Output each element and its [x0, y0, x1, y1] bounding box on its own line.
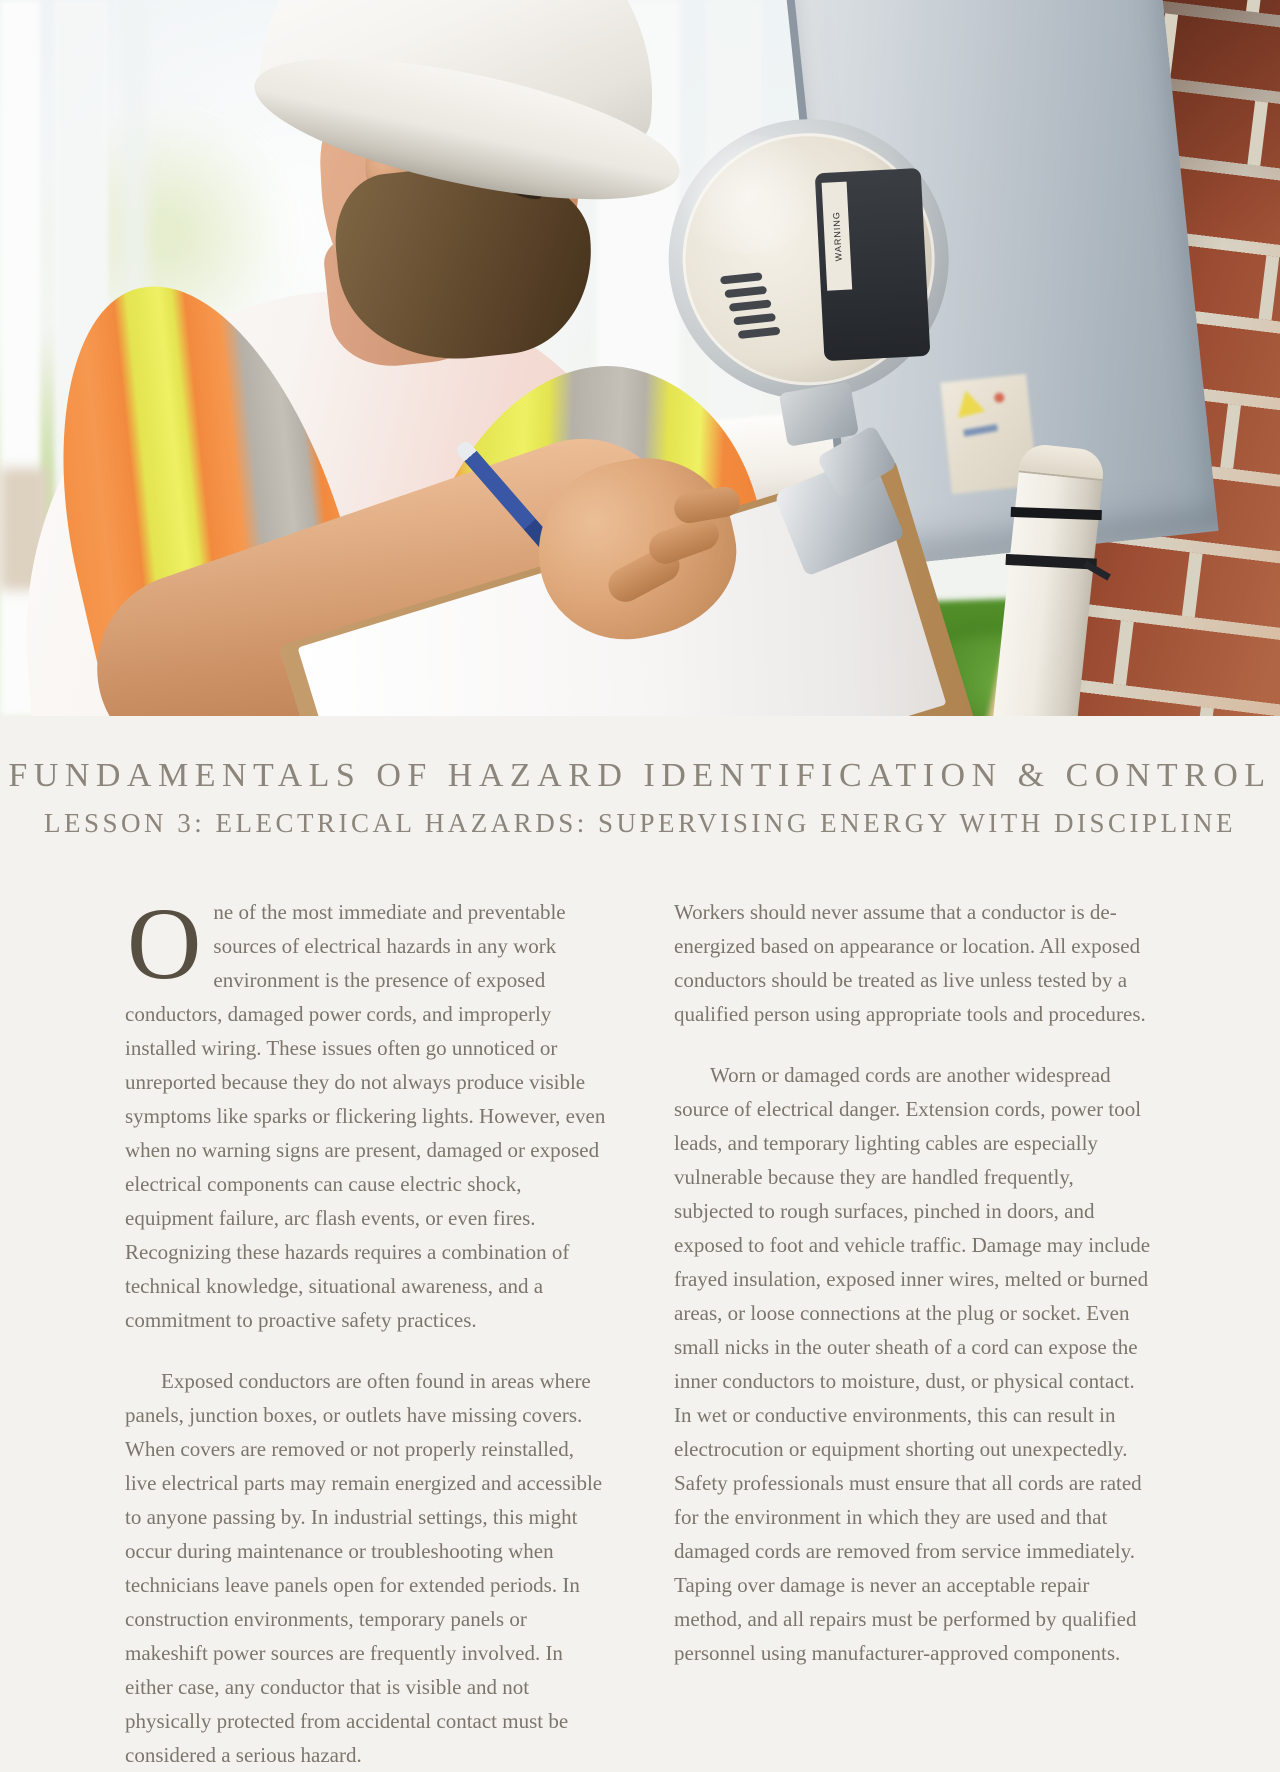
left-column [125, 887, 606, 1772]
mortar-joint [1220, 404, 1241, 469]
paragraph-left-2 [125, 1364, 606, 1772]
lesson-content [0, 716, 1280, 1772]
mortar-joint [1247, 101, 1268, 166]
paragraph-right-1 [674, 895, 1155, 1031]
mortar-joint [1182, 552, 1203, 617]
paragraph-left-1 [125, 887, 606, 1337]
meter-seal [779, 381, 859, 447]
paragraph-right-2 [674, 1058, 1155, 1670]
two-column-article [0, 887, 1280, 1772]
mortar-joint [1193, 707, 1214, 716]
mortar-joint [1259, 255, 1280, 320]
cable-tie [1011, 507, 1102, 520]
meter-vents [720, 271, 780, 340]
right-column [674, 895, 1155, 1772]
warning-label: WARNING [822, 182, 853, 291]
hero-photo [0, 0, 1280, 716]
cable-tie [1005, 554, 1096, 570]
drop-cap: O [127, 887, 202, 1002]
paragraph-text: ne of the most immediate and preventable sources of electrical hazards in any work environment is the presence of exposed conductors, damaged power cords, and improperly installed wiring. These issues often go unnoticed or unreported because they do not always produce visible symptoms like sparks or flickering lights. However, even when no warning signs are present, damaged or exposed electrical components can cause electric shock, equipment failure, arc flash events, or even fires. Recognizing these hazards requires a combination of technical knowledge, situational awareness, and a commitment to proactive safety practices. [125, 900, 606, 1333]
mortar-joint [1113, 620, 1134, 685]
mortar-joint [1246, 0, 1267, 13]
paragraph-text: Workers should never assume that a conductor is de-energized based on appearance or location. All exposed conductors should be treated as live unless tested by a qualified person using appropriate tools and procedures. [674, 900, 1146, 1027]
paragraph-text: Exposed conductors are often found in areas where panels, junction boxes, or outlets have missing covers. When covers are removed or not properly reinstalled, live electrical parts may remain energized and accessible to anyone passing by. In industrial settings, this might occur during maintenance or troubleshooting when technicians leave panels open for extended periods. In construction environments, temporary panels or makeshift power sources are frequently involved. In either case, any conductor that is visible and not physically protected from accidental contact must be considered a serious hazard. [125, 1369, 603, 1768]
paragraph-text: Worn or damaged cords are another widespread source of electrical danger. Extension cords, power tool leads, and temporary lighting cables are especially vulnerable because they are handled frequently, subjected to rough surfaces, pinched in doors, and exposed to foot and vehicle traffic. Damage may include frayed insulation, exposed inner wires, melted or burned areas, or loose connections at the plug or socket. Even small nicks in the outer sheath of a cord can expose the inner conductors to moisture, dust, or physical contact. In wet or conductive environments, this can result in electrocution or equipment shorting out unexpectedly. Safety professionals must ensure that all cords are rated for the environment in which they are used and that damaged cords are removed from service immediately. Taping over damage is never an acceptable repair method, and all repairs must be performed by qualified personnel using manufacturer-approved components. [674, 1063, 1151, 1666]
lesson-subtitle: LESSON 3: ELECTRICAL HAZARDS: SUPERVISING ENERGY WITH DISCIPLINE [43, 808, 1237, 839]
course-title: FUNDAMENTALS OF HAZARD IDENTIFICATION & CONTROL [8, 757, 1272, 794]
sticker-dot [994, 392, 1005, 403]
